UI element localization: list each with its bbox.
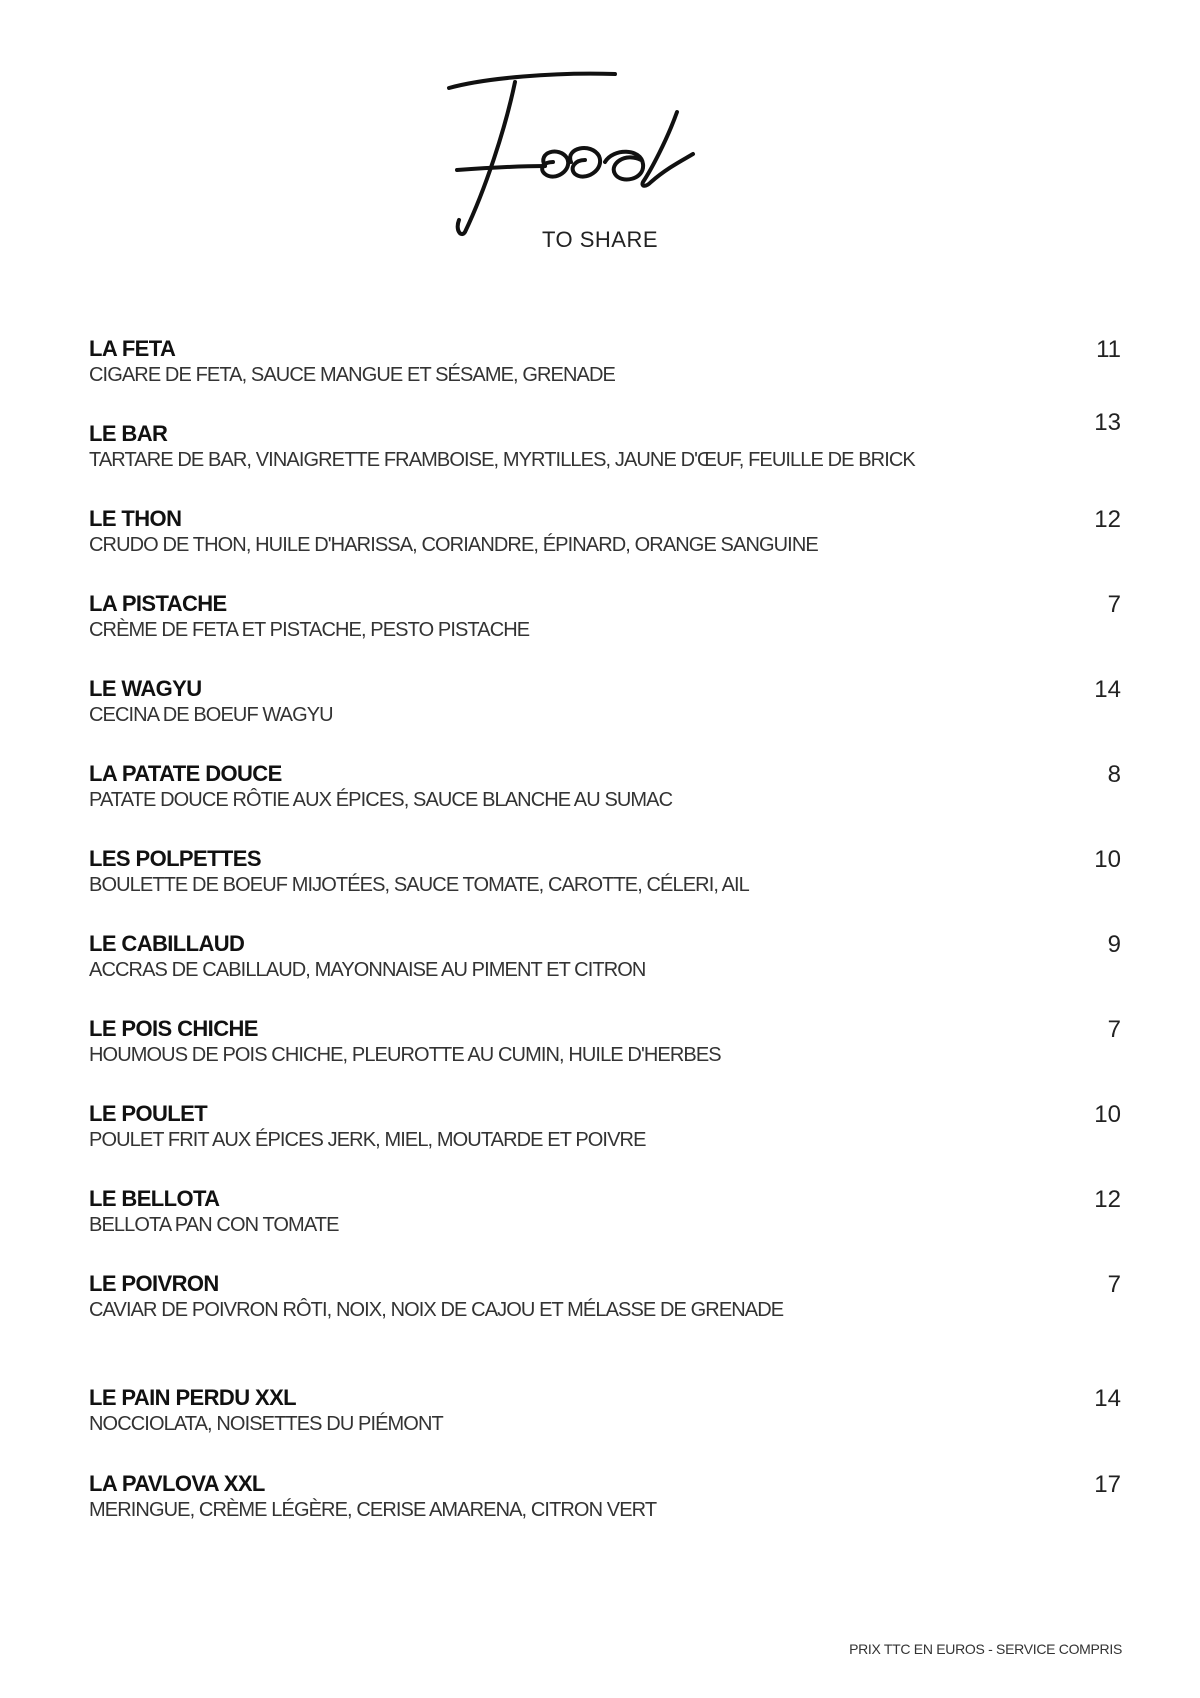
menu-item-price: 7 xyxy=(1107,591,1121,618)
menu-item xyxy=(89,1016,1121,1086)
menu-item-description: TARTARE DE BAR, VINAIGRETTE FRAMBOISE, MYRTILLES, JAUNE D'ŒUF, FEUILLE DE BRICK xyxy=(89,449,915,471)
menu-item-price: 12 xyxy=(1094,1186,1121,1213)
menu-item-price: 10 xyxy=(1094,846,1121,873)
menu-item-description: CRUDO DE THON, HUILE D'HARISSA, CORIANDRE, ÉPINARD, ORANGE SANGUINE xyxy=(89,534,818,556)
footer-note: PRIX TTC EN EUROS - SERVICE COMPRIS xyxy=(849,1641,1122,1657)
menu-item-price: 14 xyxy=(1094,1385,1121,1412)
menu-item xyxy=(89,1186,1121,1256)
menu-item-name: LE BAR xyxy=(89,421,168,446)
menu-item-name: LE THON xyxy=(89,506,182,531)
menu-item-price: 9 xyxy=(1107,931,1121,958)
menu-item-name: LA PAVLOVA XXL xyxy=(89,1471,265,1496)
menu-item-name: LE BELLOTA xyxy=(89,1186,220,1211)
menu-item-name: LE POULET xyxy=(89,1101,208,1126)
menu-item-name: LE POIVRON xyxy=(89,1271,219,1296)
menu-item-name: LE CABILLAUD xyxy=(89,931,245,956)
menu-item-name: LE PAIN PERDU XXL xyxy=(89,1385,296,1410)
menu-item-name: LE WAGYU xyxy=(89,676,202,701)
menu-item xyxy=(89,1471,1121,1541)
menu-item-name: LA PISTACHE xyxy=(89,591,227,616)
menu-item xyxy=(89,1271,1121,1341)
menu-item-price: 13 xyxy=(1094,409,1121,436)
menu-item xyxy=(89,1385,1121,1455)
menu-item-description: PATATE DOUCE RÔTIE AUX ÉPICES, SAUCE BLANCHE AU SUMAC xyxy=(89,789,673,811)
menu-item-description: HOUMOUS DE POIS CHICHE, PLEUROTTE AU CUMIN, HUILE D'HERBES xyxy=(89,1044,721,1066)
menu-item-name: LA FETA xyxy=(89,336,176,361)
menu-item-price: 8 xyxy=(1107,761,1121,788)
menu-item-description: POULET FRIT AUX ÉPICES JERK, MIEL, MOUTARDE ET POIVRE xyxy=(89,1129,646,1151)
menu-item xyxy=(89,591,1121,661)
menu-subtitle: TO SHARE xyxy=(541,227,659,252)
menu-item-price: 11 xyxy=(1096,336,1121,363)
menu-item xyxy=(89,336,1121,406)
menu-item xyxy=(89,761,1121,831)
menu-item-description: BOULETTE DE BOEUF MIJOTÉES, SAUCE TOMATE, CAROTTE, CÉLERI, AIL xyxy=(89,874,749,896)
menu-item-description: ACCRAS DE CABILLAUD, MAYONNAISE AU PIMENT ET CITRON xyxy=(89,959,646,981)
menu-item-price: 14 xyxy=(1094,676,1121,703)
menu-item-description: CECINA DE BOEUF WAGYU xyxy=(89,704,333,726)
menu-item-name: LES POLPETTES xyxy=(89,846,261,871)
menu-item-price: 17 xyxy=(1094,1471,1121,1498)
menu-item-description: CAVIAR DE POIVRON RÔTI, NOIX, NOIX DE CAJOU ET MÉLASSE DE GRENADE xyxy=(89,1299,784,1321)
menu-item-description: NOCCIOLATA, NOISETTES DU PIÉMONT xyxy=(89,1413,443,1435)
menu-item-price: 7 xyxy=(1107,1271,1121,1298)
menu-item xyxy=(89,409,1121,491)
menu-item xyxy=(89,676,1121,746)
menu-item-description: BELLOTA PAN CON TOMATE xyxy=(89,1214,339,1236)
menu-item-description: CIGARE DE FETA, SAUCE MANGUE ET SÉSAME, GRENADE xyxy=(89,364,615,386)
menu-item xyxy=(89,1101,1121,1171)
menu-item xyxy=(89,846,1121,916)
menu-item xyxy=(89,931,1121,1001)
menu-item-name: LE POIS CHICHE xyxy=(89,1016,258,1041)
menu-item xyxy=(89,506,1121,576)
menu-item-name: LA PATATE DOUCE xyxy=(89,761,282,786)
food-script-title xyxy=(445,70,765,240)
menu-item-description: CRÈME DE FETA ET PISTACHE, PESTO PISTACHE xyxy=(89,619,530,641)
menu-item-description: MERINGUE, CRÈME LÉGÈRE, CERISE AMARENA, CITRON VERT xyxy=(89,1499,657,1521)
menu-item-price: 12 xyxy=(1094,506,1121,533)
menu-item-price: 7 xyxy=(1107,1016,1121,1043)
menu-header xyxy=(0,70,1200,270)
menu-item-price: 10 xyxy=(1094,1101,1121,1128)
